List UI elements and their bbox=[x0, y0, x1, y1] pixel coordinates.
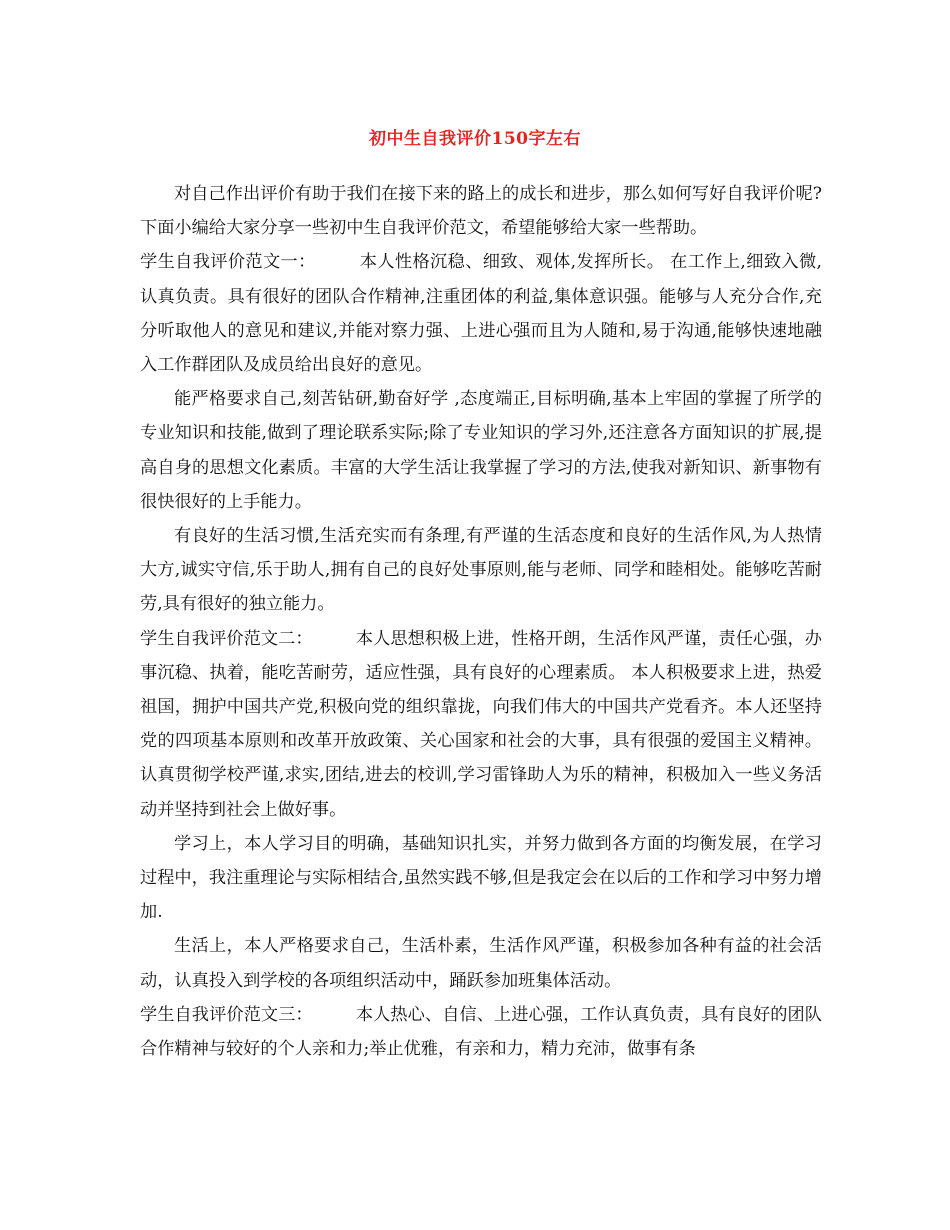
paragraph-sample-one: 学生自我评价范文一： 本人性格沉稳、细致、观体,发挥所长。 在工作上,细致入微,认真负责。具有很好的团队合作精神,注重团体的利益,集体意识强。能够与人充分合作,充分听取他人的意见和建议,并能对察力强、上进心强而且为人随和,易于沟通,能够快速地融入工作群团队及成员给出良好的意见。 bbox=[140, 252, 822, 376]
paragraph-learning: 学习上，本人学习目的明确，基础知识扎实，并努力做到各方面的均衡发展，在学习过程中，我注重理论与实际相结合,虽然实践不够,但是我定会在以后的工作和学习中努力增加. bbox=[140, 833, 822, 923]
paragraph-study: 能严格要求自己,刻苦钻研,勤奋好学 ,态度端正,目标明确,基本上牢固的掌握了所学的专业知识和技能,做到了理论联系实际;除了专业知识的学习外,还注意各方面知识的扩展,提高自身的思想文化素质。丰富的大学生活让我掌握了学习的方法,使我对新知识、新事物有很快很好的上手能力。 bbox=[140, 389, 822, 512]
document-body bbox=[140, 177, 822, 1066]
paragraph-sample-two: 学生自我评价范文二： 本人思想积极上进，性格开朗，生活作风严谨，责任心强，办事沉稳、执着，能吃苦耐劳，适应性强，具有良好的心理素质。 本人积极要求上进，热爱祖国，拥护中国共产党,积极向党的组织靠拢，向我们伟大的中国共产党看齐。本人还坚持党的四项基本原则和改革开放政策、关心国家和社会的大事，具有很强的爱国主义精神。认真贯彻学校严谨,求实,团结,进去的校训,学习雷锋助人为乐的精神，积极加入一些义务活动并坚持到社会上做好事。 bbox=[140, 628, 822, 820]
paragraph-sample-three: 学生自我评价范文三： 本人热心、自信、上进心强，工作认真负责，具有良好的团队合作精神与较好的个人亲和力;举止优雅，有亲和力，精力充沛，做事有条 bbox=[140, 1004, 822, 1060]
paragraph-life: 生活上，本人严格要求自己，生活朴素，生活作风严谨，积极参加各种有益的社会活动，认真投入到学校的各项组织活动中，踊跃参加班集体活动。 bbox=[140, 936, 822, 991]
paragraph-habits: 有良好的生活习惯,生活充实而有条理,有严谨的生活态度和良好的生活作风,为人热情大方,诚实守信,乐于助人,拥有自己的良好处事原则,能与老师、同学和睦相处。能够吃苦耐劳,具有很好的独立能力。 bbox=[140, 526, 822, 615]
document-title: 初中生自我评价150字左右 bbox=[369, 129, 581, 149]
paragraph-intro: 对自己作出评价有助于我们在接下来的路上的成长和进步，那么如何写好自我评价呢?下面小编给大家分享一些初中生自我评价范文，希望能够给大家一些帮助。 bbox=[140, 184, 822, 239]
